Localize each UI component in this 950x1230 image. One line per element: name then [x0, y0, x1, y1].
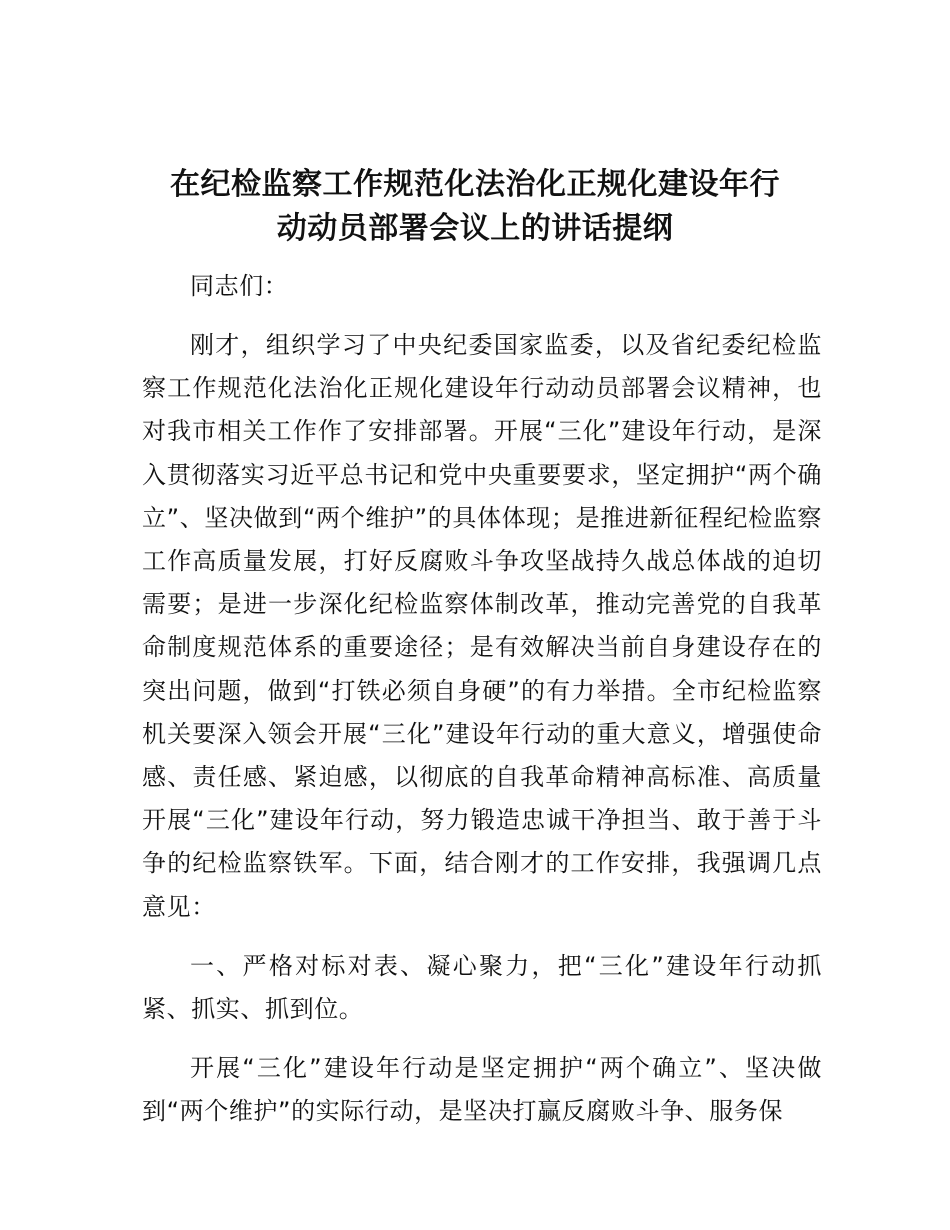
paragraph-intro: 刚才，组织学习了中央纪委国家监委，以及省纪委纪检监察工作规范化法治化正规化建设年行动动员部署会议精神，也对我市相关工作作了安排部署。开展“三化”建设年行动，是深入贯彻落实习近平总书记和党中央重要要求，坚定拥护“两个确立”、坚决做到“两个维护”的具体体现；是推进新征程纪检监察工作高质量发展，打好反腐败斗争攻坚战持久战总体战的迫切需要；是进一步深化纪检监察体制改革，推动完善党的自我革命制度规范体系的重要途径；是有效解决当前自身建设存在的突出问题，做到“打铁必须自身硬”的有力举措。全市纪检监察机关要深入领会开展“三化”建设年行动的重大意义，增强使命感、责任感、紧迫感，以彻底的自我革命精神高标准、高质量开展“三化”建设年行动，努力锻造忠诚干净担当、敢于善于斗争的纪检监察铁军。下面，结合刚才的工作安排，我强调几点意见： [142, 331, 822, 921]
title-line-2: 动动员部署会议上的讲话提纲 [276, 211, 674, 246]
document-title [140, 163, 810, 251]
title-line-1: 在纪检监察工作规范化法治化正规化建设年行 [170, 167, 780, 202]
paragraph-section-1: 开展“三化”建设年行动是坚定拥护“两个确立”、坚决做到“两个维护”的实际行动，是坚决打赢反腐败斗争、服务保 [142, 1053, 822, 1126]
document-body [142, 265, 822, 1133]
section-heading-1: 一、严格对标对表、凝心聚力，把“三化”建设年行动抓紧、抓实、抓到位。 [142, 951, 822, 1023]
salutation: 同志们： [190, 272, 289, 300]
